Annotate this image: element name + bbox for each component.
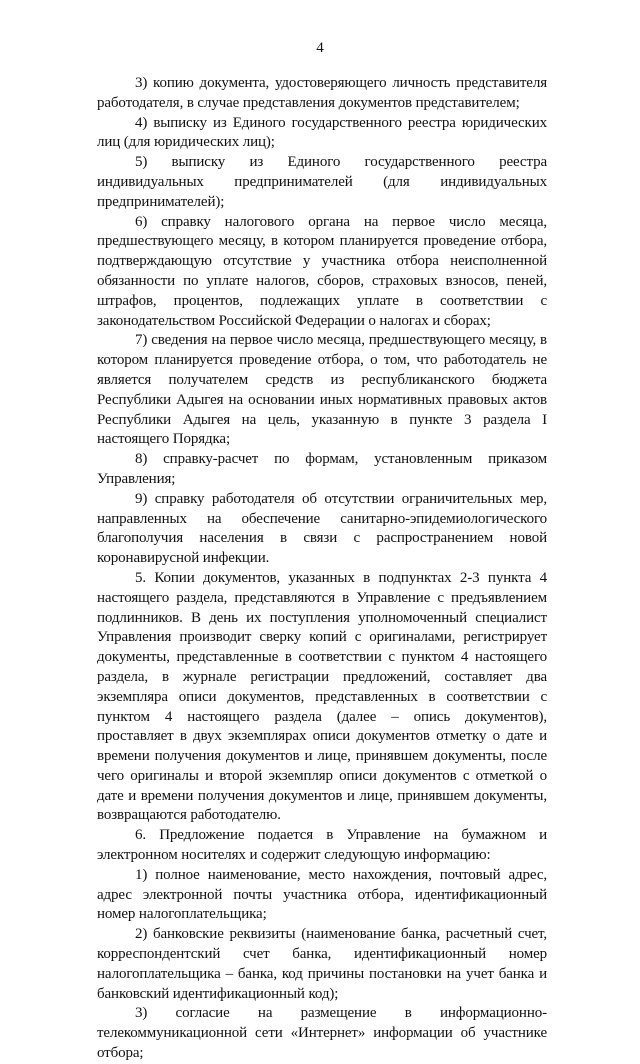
document-body — [97, 74, 547, 1064]
page-number: 4 — [316, 40, 324, 56]
paragraph-item-8: 8) справку-расчет по формам, установленным приказом Управления; — [97, 451, 547, 487]
paragraph-item-3: 3) копию документа, удостоверяющего личность представителя работодателя, в случае представления документов представителем; — [97, 75, 547, 111]
paragraph-item-4: 4) выписку из Единого государственного реестра юридических лиц (для юридических лиц); — [97, 114, 547, 151]
paragraph-section-6: 6. Предложение подается в Управление на бумажном и электронном носителях и содержит следующую информацию: — [97, 827, 547, 864]
paragraph-item-5: 5) выписку из Единого государственного реестра индивидуальных предпринимателей (для индивидуальных предпринимателей); — [97, 154, 547, 210]
paragraph-info-1: 1) полное наименование, место нахождения, почтовый адрес, адрес электронной почты участника отбора, идентификационный номер налогоплательщика; — [97, 866, 547, 923]
paragraph-item-7: 7) сведения на первое число месяца, предшествующего месяцу, в котором планируется проведение отбора, о том, что работодатель не является получателем средств из республиканского бюджета Республики Адыгея на основании иных нормативных правовых актов Республики Адыгея на цель, указанную в пункте 3 раздела I настоящего Порядка; — [97, 332, 547, 448]
paragraph-item-6: 6) справку налогового органа на первое число месяца, предшествующего месяцу, в котором планируется проведение отбора, подтверждающую отсутствие у участника отбора неисполненной обязанности по уплате налогов, сборов, страховых взносов, пеней, штрафов, процентов, подлежащих уплате в соответствии с законодательством Российской Федерации о налогах и сборах; — [97, 213, 547, 329]
paragraph-section-5: 5. Копии документов, указанных в подпунктах 2-3 пункта 4 настоящего раздела, представляются в Управление с предъявлением подлинников. В день их поступления уполномоченный специалист Управления производит сверку копий с оригиналами, регистрирует документы, представленные в соответствии с пунктом 4 настоящего раздела, в журнале регистрации предложений, составляет два экземпляра описи документов, представленных в соответствии с пунктом 4 настоящего раздела (далее – опись документов), проставляет в двух экземплярах описи документов отметку о дате и времени получения документов и лице, принявшем документы, после чего оригиналы и второй экземпляр описи документов с отметкой о дате и времени получения документов и лице, принявшем документы, возвращаются работодателю. — [97, 569, 547, 824]
paragraph-item-9: 9) справку работодателя об отсутствии ограничительных мер, направленных на обеспечение санитарно-эпидемиологического благополучия населения в связи с распространением новой коронавирусной инфекции. — [97, 490, 547, 567]
paragraph-info-3: 3) согласие на размещение в информационно-телекоммуникационной сети «Интернет» информации об участнике отбора; — [97, 1005, 547, 1062]
paragraph-info-2: 2) банковские реквизиты (наименование банка, расчетный счет, корреспондентский счет банка, идентификационный номер налогоплательщика – банка, код причины постановки на учет банка и банковский идентификационный код); — [97, 926, 547, 1002]
